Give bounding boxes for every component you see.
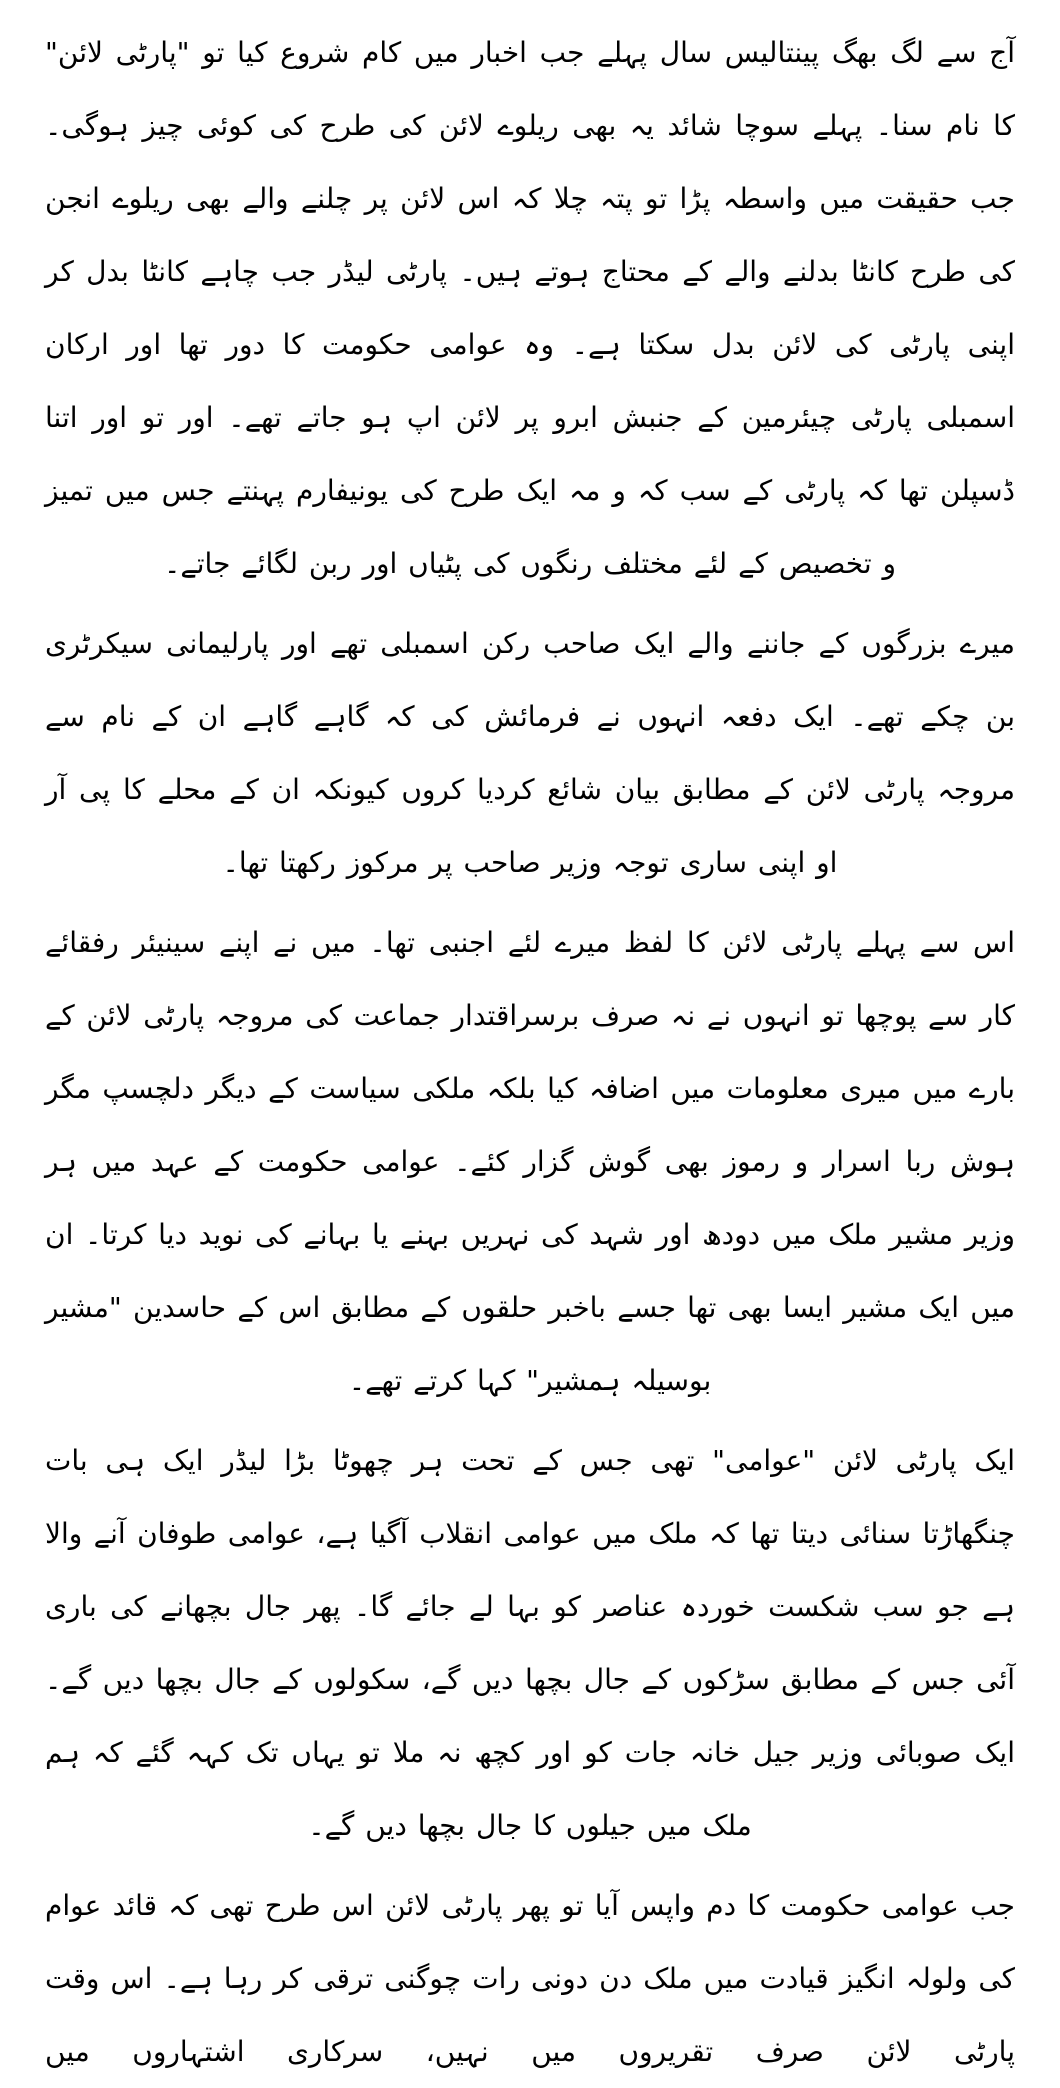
paragraph-4: ایک پارٹی لائن "عوامی" تھی جس کے تحت ہر چھوٹا بڑا لیڈر ایک ہی بات چنگھاڑتا سنائی دیتا تھا کہ ملک میں عوامی انقلاب آگیا ہے، عوامی طوفان آنے والا ہے جو سب شکست خوردہ عناصر کو بہا لے جائے گا۔ پھر جال بچھانے کی باری آئی جس کے مطابق سڑکوں کے جال بچھا دیں گے، سکولوں کے جال بچھا دیں گے۔ ایک صوبائی وزیر جیل خانہ جات کو اور کچھ نہ ملا تو یہاں تک کہہ گئے کہ ہم ملک میں جیلوں کا جال بچھا دیں گے۔: [45, 1444, 1015, 1842]
paragraph-5: جب عوامی حکومت کا دم واپس آیا تو پھر پارٹی لائن اس طرح تھی کہ قائد عوام کی ولولہ انگیز قیادت میں ملک دن دونی رات چوگنی ترقی کر رہا ہے۔ اس وقت پارٹی لائن صرف تقریروں میں نہیں، سرکاری اشتہاروں میں: [45, 1889, 1015, 2068]
paragraph-3: اس سے پہلے پارٹی لائن کا لفظ میرے لئے اجنبی تھا۔ میں نے اپنے سینیئر رفقائے کار سے پوچھا تو انہوں نے نہ صرف برسراقتدار جماعت کی مروجہ پارٹی لائن کے بارے میں میری معلومات میں اضافہ کیا بلکہ ملکی سیاست کے دیگر دلچسپ مگر ہوش ربا اسرار و رموز بھی گوش گزار کئے۔ عوامی حکومت کے عہد میں ہر وزیر مشیر ملک میں دودھ اور شہد کی نہریں بہنے یا بہانے کی نوید دیا کرتا۔ ان میں ایک مشیر ایسا بھی تھا جسے باخبر حلقوں کے مطابق اس کے حاسدین "مشیر بوسیلہ ہمشیر" کہا کرتے تھے۔: [45, 926, 1015, 1397]
paragraph-1: آج سے لگ بھگ پینتالیس سال پہلے جب اخبار میں کام شروع کیا تو "پارٹی لائن" کا نام سنا۔ پہلے سوچا شائد یہ بھی ریلوے لائن کی طرح کی کوئی چیز ہوگی۔ جب حقیقت میں واسطہ پڑا تو پتہ چلا کہ اس لائن پر چلنے والے بھی ریلوے انجن کی طرح کانٹا بدلنے والے کے محتاج ہوتے ہیں۔ پارٹی لیڈر جب چاہے کانٹا بدل کر اپنی پارٹی کی لائن بدل سکتا ہے۔ وہ عوامی حکومت کا دور تھا اور ارکان اسمبلی پارٹی چیئرمین کے جنبش ابرو پر لائن اپ ہو جاتے تھے۔ اور تو اور اتنا ڈسپلن تھا کہ پارٹی کے سب کہ و مہ ایک طرح کی یونیفارم پہنتے جس میں تمیز و تخصیص کے لئے مختلف رنگوں کی پٹیاں اور ربن لگائے جاتے۔: [45, 36, 1015, 580]
paragraph-2: میرے بزرگوں کے جاننے والے ایک صاحب رکن اسمبلی تھے اور پارلیمانی سیکرٹری بن چکے تھے۔ ایک دفعہ انہوں نے فرمائش کی کہ گاہے گاہے ان کے نام سے مروجہ پارٹی لائن کے مطابق بیان شائع کردیا کروں کیونکہ ان کے محلے کا پی آر او اپنی ساری توجہ وزیر صاحب پر مرکوز رکھتا تھا۔: [45, 627, 1015, 879]
